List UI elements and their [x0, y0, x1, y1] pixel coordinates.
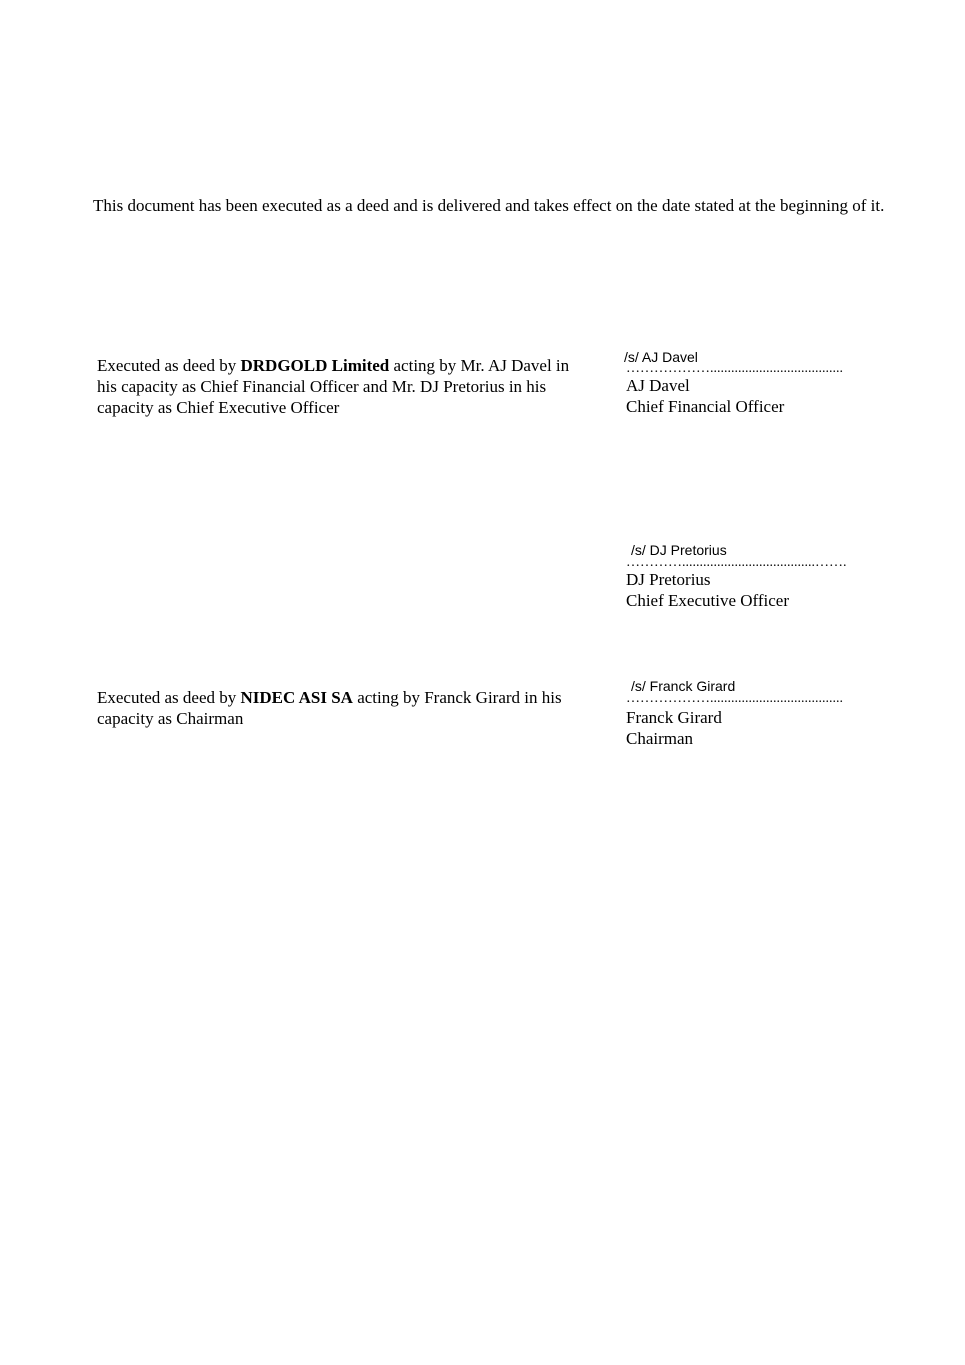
- signature-mark-davel: /s/ AJ Davel: [624, 349, 698, 365]
- signatory-name-girard: Franck Girard: [626, 708, 722, 727]
- party-name-drdgold: DRDGOLD Limited: [240, 356, 390, 375]
- signature-line-girard: ………………......................................: [626, 692, 843, 706]
- signature-line-pretorius: …………......................................…….: [626, 556, 847, 570]
- execution-prefix: Executed as deed by: [97, 356, 241, 375]
- execution-suffix: acting by Mr. AJ Davel in his capacity as Chief Financial Officer and Mr. DJ Pretorius in his capacity as Chief Executive Officer: [97, 356, 570, 417]
- execution-clause-drdgold: [97, 355, 587, 418]
- intro-paragraph: This document has been executed as a deed and is delivered and takes effect on the date stated at the beginning of it.: [93, 196, 885, 215]
- signatory-title-pretorius: Chief Executive Officer: [626, 591, 790, 610]
- signatory-name-pretorius: DJ Pretorius: [626, 570, 711, 589]
- signature-mark-girard: /s/ Franck Girard: [631, 678, 736, 694]
- party-name-nidec: NIDEC ASI SA: [240, 688, 353, 707]
- signature-line-davel: ………………......................................: [626, 362, 843, 376]
- execution-prefix: Executed as deed by: [97, 688, 241, 707]
- signatory-title-davel: Chief Financial Officer: [626, 397, 785, 416]
- execution-suffix: acting by Franck Girard in his capacity as Chairman: [97, 688, 562, 728]
- signatory-title-girard: Chairman: [626, 729, 694, 748]
- execution-clause-nidec: [97, 687, 587, 729]
- signatory-name-davel: AJ Davel: [626, 376, 690, 395]
- signature-mark-pretorius: /s/ DJ Pretorius: [631, 542, 727, 558]
